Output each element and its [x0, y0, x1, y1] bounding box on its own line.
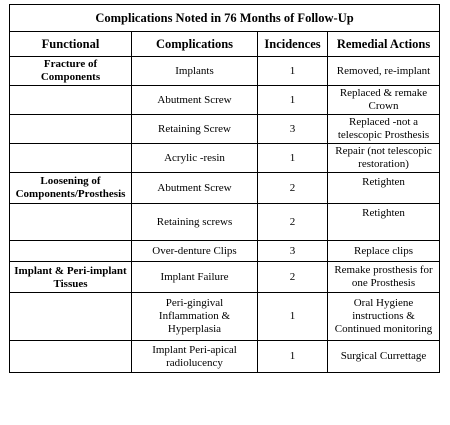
functional-cell [10, 144, 132, 173]
table-header-row [10, 32, 440, 57]
remedial-cell: Surgical Currettage [328, 341, 440, 373]
incidence-cell: 1 [258, 341, 328, 373]
table-row [10, 241, 440, 262]
complication-cell: Retaining screws [132, 204, 258, 241]
remedial-cell: Retighten [328, 173, 440, 204]
header-functional: Functional [10, 32, 132, 57]
complication-cell: Peri-gingival Inflammation & Hyperplasia [132, 293, 258, 341]
complication-cell: Over-denture Clips [132, 241, 258, 262]
table-row [10, 204, 440, 241]
remedial-cell: Repair (not telescopic restoration) [328, 144, 440, 173]
functional-cell [10, 241, 132, 262]
functional-cell: Fracture of Components [10, 57, 132, 86]
table-title: Complications Noted in 76 Months of Follow-Up [10, 5, 440, 32]
table-row [10, 86, 440, 115]
functional-cell: Loosening of Components/Prosthesis [10, 173, 132, 204]
complication-cell: Acrylic -resin [132, 144, 258, 173]
functional-cell [10, 341, 132, 373]
incidence-cell: 2 [258, 173, 328, 204]
functional-cell [10, 115, 132, 144]
functional-cell: Implant & Peri-implant Tissues [10, 262, 132, 293]
remedial-cell: Removed, re-implant [328, 57, 440, 86]
complications-table [9, 4, 440, 373]
table-row [10, 173, 440, 204]
functional-cell [10, 293, 132, 341]
incidence-cell: 3 [258, 115, 328, 144]
header-remedial-actions: Remedial Actions [328, 32, 440, 57]
table-row [10, 57, 440, 86]
incidence-cell: 3 [258, 241, 328, 262]
complication-cell: Implant Peri-apical radiolucency [132, 341, 258, 373]
table-row [10, 115, 440, 144]
remedial-cell: Remake prosthesis for one Prosthesis [328, 262, 440, 293]
incidence-cell: 1 [258, 144, 328, 173]
remedial-cell: Replaced & remake Crown [328, 86, 440, 115]
remedial-cell: Oral Hygiene instructions & Continued monitoring [328, 293, 440, 341]
complication-cell: Abutment Screw [132, 173, 258, 204]
header-incidences: Incidences [258, 32, 328, 57]
remedial-cell: Replace clips [328, 241, 440, 262]
table-row [10, 144, 440, 173]
incidence-cell: 1 [258, 57, 328, 86]
header-complications: Complications [132, 32, 258, 57]
remedial-cell: Retighten [328, 204, 440, 241]
complications-table-container [9, 4, 439, 373]
functional-cell [10, 86, 132, 115]
table-row [10, 262, 440, 293]
remedial-cell: Replaced -not a telescopic Prosthesis [328, 115, 440, 144]
table-row [10, 293, 440, 341]
functional-cell [10, 204, 132, 241]
incidence-cell: 1 [258, 293, 328, 341]
table-row [10, 341, 440, 373]
table-title-row [10, 5, 440, 32]
incidence-cell: 2 [258, 262, 328, 293]
complication-cell: Implants [132, 57, 258, 86]
complication-cell: Implant Failure [132, 262, 258, 293]
incidence-cell: 2 [258, 204, 328, 241]
complication-cell: Abutment Screw [132, 86, 258, 115]
incidence-cell: 1 [258, 86, 328, 115]
complication-cell: Retaining Screw [132, 115, 258, 144]
